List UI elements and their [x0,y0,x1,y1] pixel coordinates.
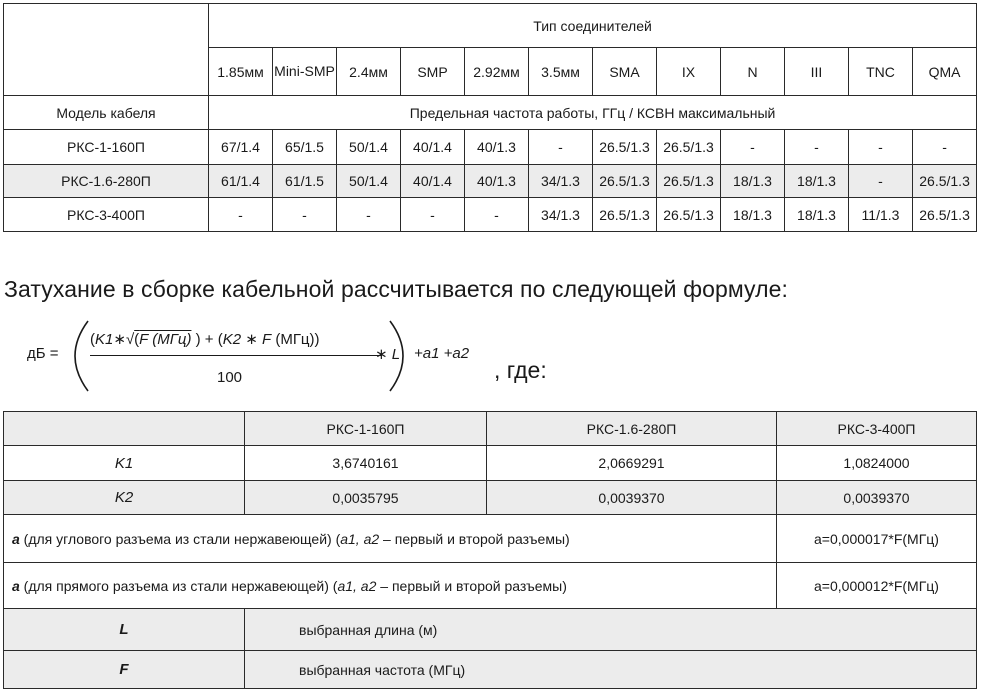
model-cell: РКС-3-400П [4,198,209,232]
table-row [4,563,977,609]
value-cell: 26.5/1.3 [657,130,721,165]
value-cell: 18/1.3 [785,198,849,232]
value-cell: - [401,198,465,232]
value-cell: 34/1.3 [529,165,593,198]
value-cell: - [913,130,977,165]
table-row [4,481,977,515]
value-cell: - [849,165,913,198]
table-row [4,130,977,165]
value-cell: 40/1.3 [465,130,529,165]
connector-header: SMP [401,48,465,96]
formula-mul-length: ∗ L [375,346,401,363]
value-cell: 1,0824000 [777,446,977,481]
value-cell: - [273,198,337,232]
a-straight-description: a (для прямого разъема из стали нержавеющей) (a1, a2 – первый и второй разъемы) [4,563,777,609]
value-cell: 26.5/1.3 [657,198,721,232]
connector-header: 1.85мм [209,48,273,96]
connector-header: SMA [593,48,657,96]
model-header: РКС-1-160П [245,412,487,446]
coefficients-table [3,411,977,689]
formula-intro: Затухание в сборке кабельной рассчитывается по следующей формуле: [4,276,789,302]
value-cell: 18/1.3 [721,165,785,198]
value-cell: 65/1.5 [273,130,337,165]
f-description: выбранная частота (МГц) [245,651,977,689]
value-cell: - [785,130,849,165]
k2-label: K2 [4,481,245,515]
model-header: РКС-3-400П [777,412,977,446]
a-angle-formula: a=0,000017*F(МГц) [777,515,977,563]
connector-header: 2.92мм [465,48,529,96]
value-cell: - [465,198,529,232]
value-cell: - [849,130,913,165]
value-cell: 50/1.4 [337,165,401,198]
value-cell: 26.5/1.3 [913,198,977,232]
table-row [4,609,977,651]
table-row [4,446,977,481]
value-cell: 40/1.3 [465,165,529,198]
connector-type-header: Тип соединителей [209,4,977,48]
value-cell: - [337,198,401,232]
value-cell: - [721,130,785,165]
table-row [4,651,977,689]
value-cell: 18/1.3 [721,198,785,232]
f-label: F [4,651,245,689]
table-row [4,165,977,198]
connector-header: 2.4мм [337,48,401,96]
value-cell: 26.5/1.3 [593,198,657,232]
value-cell: 26.5/1.3 [913,165,977,198]
sqrt-body: (F (МГц) [134,331,192,348]
model-header: Модель кабеля [4,96,209,130]
corner-cell [4,4,209,96]
frequency-header: Предельная частота работы, ГГц / КСВН максимальный [209,96,977,130]
a-straight-formula: a=0,000012*F(МГц) [777,563,977,609]
connector-header: 3.5мм [529,48,593,96]
l-label: L [4,609,245,651]
connector-header: Mini-SMP [273,48,337,96]
value-cell: 34/1.3 [529,198,593,232]
value-cell: 0,0035795 [245,481,487,515]
value-cell: 18/1.3 [785,165,849,198]
value-cell: 26.5/1.3 [593,165,657,198]
value-cell: 61/1.5 [273,165,337,198]
value-cell: - [209,198,273,232]
k1-label: K1 [4,446,245,481]
value-cell: 50/1.4 [337,130,401,165]
model-header: РКС-1.6-280П [487,412,777,446]
a-angle-description: a (для углового разъема из стали нержавеющей) (a1, a2 – первый и второй разъемы) [4,515,777,563]
formula-where: , где: [494,357,547,383]
table-row [4,198,977,232]
value-cell: - [529,130,593,165]
formula-numerator: (K1∗√(F (МГц) ) + (K2 ∗ F (МГц)) [90,331,320,348]
l-description: выбранная длина (м) [245,609,977,651]
model-cell: РКС-1-160П [4,130,209,165]
value-cell: 11/1.3 [849,198,913,232]
connector-header: IX [657,48,721,96]
value-cell: 3,6740161 [245,446,487,481]
connector-header: N [721,48,785,96]
value-cell: 26.5/1.3 [593,130,657,165]
table-row [4,515,977,563]
connector-header: TNC [849,48,913,96]
value-cell: 0,0039370 [777,481,977,515]
formula-lhs: дБ = [27,345,59,362]
fraction-bar [90,355,382,356]
connector-header: QMA [913,48,977,96]
model-cell: РКС-1.6-280П [4,165,209,198]
connectors-table [3,3,977,232]
formula-denominator: 100 [217,369,243,386]
sqrt-sign: √ [125,331,135,348]
formula-tail: +a1 +a2 [414,345,470,362]
connector-header: III [785,48,849,96]
value-cell: 26.5/1.3 [657,165,721,198]
value-cell: 40/1.4 [401,130,465,165]
value-cell: 40/1.4 [401,165,465,198]
value-cell: 61/1.4 [209,165,273,198]
corner-cell [4,412,245,446]
value-cell: 2,0669291 [487,446,777,481]
value-cell: 0,0039370 [487,481,777,515]
value-cell: 67/1.4 [209,130,273,165]
